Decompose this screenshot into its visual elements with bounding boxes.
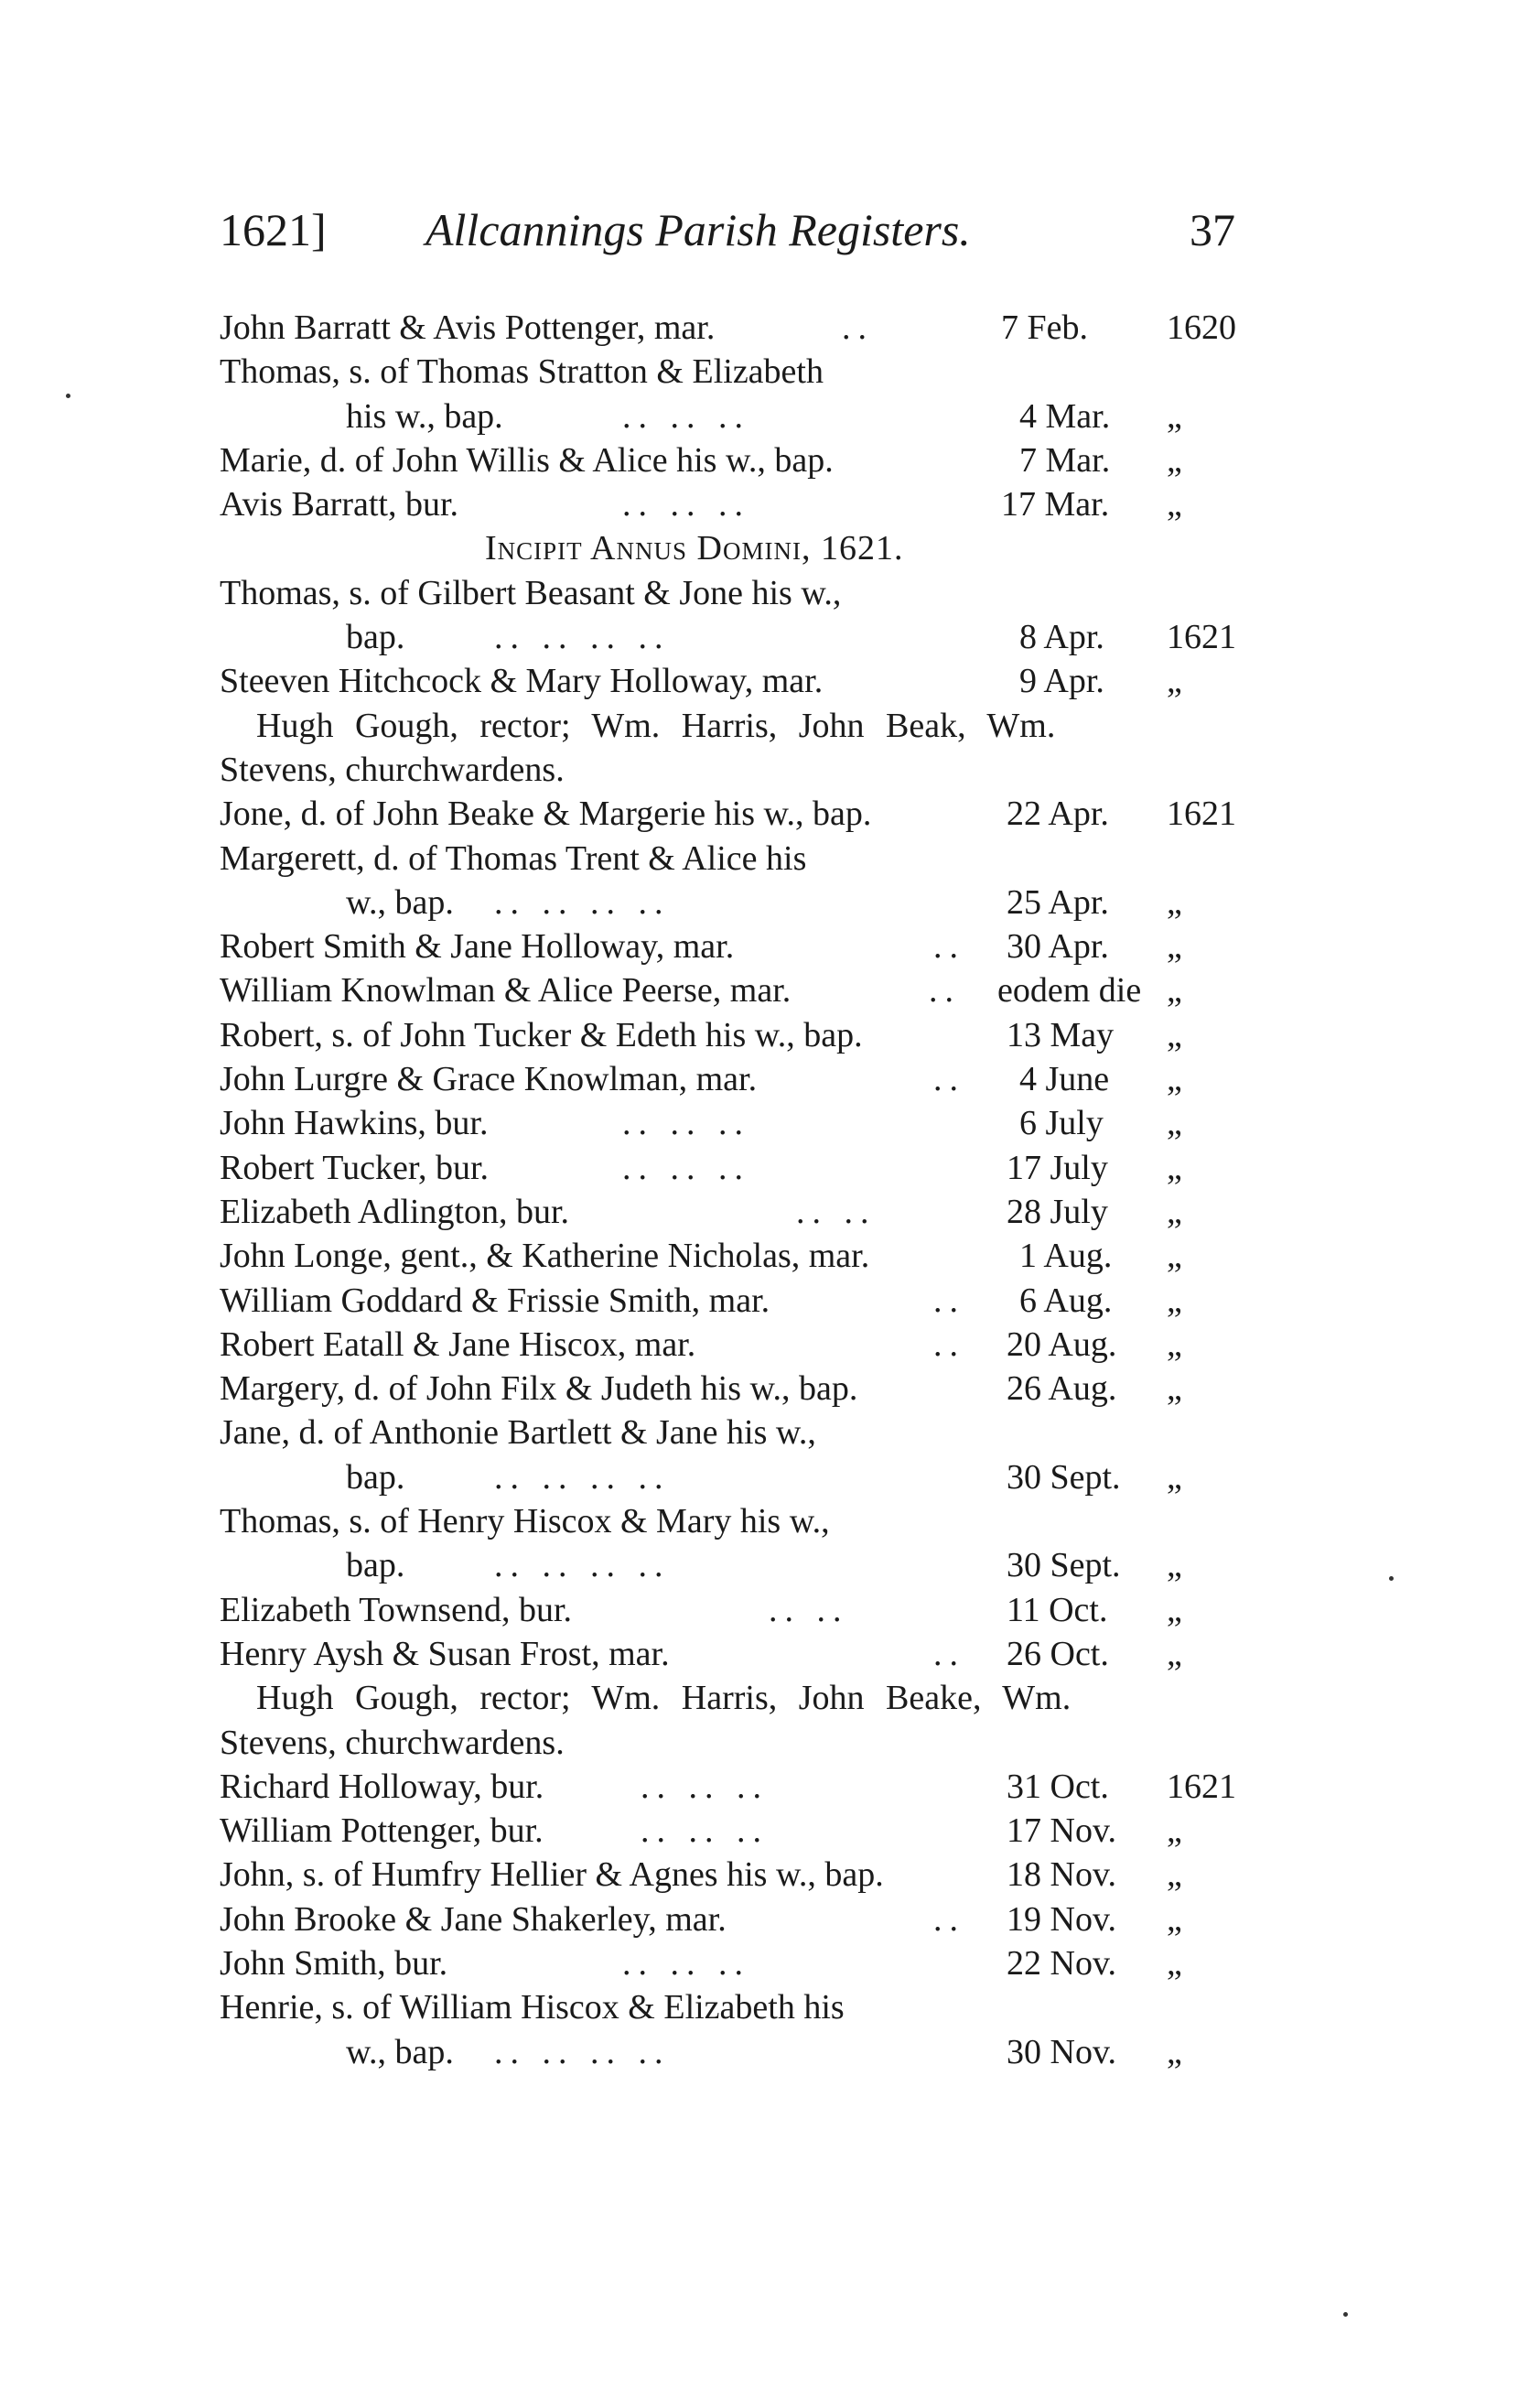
entry-date: 26 Aug. <box>1007 1369 1117 1409</box>
entry-year: „ <box>1167 1457 1182 1497</box>
entry-leader-dots: .. .. .. <box>622 485 750 524</box>
entry-date: 4 June <box>1019 1060 1110 1099</box>
entry-text: Robert, s. of John Tucker & Edeth his w., bap. <box>220 1015 863 1054</box>
entry-text: Robert Eatall & Jane Hiscox, mar. <box>220 1324 696 1364</box>
entry-year: „ <box>1167 1281 1182 1320</box>
entry-leader-dots: .. .. .. <box>622 396 750 436</box>
register-entry <box>220 571 1235 615</box>
entry-leader-dots: .. .. .. <box>641 1811 769 1851</box>
entry-leader-dots: .. .. <box>796 1192 877 1231</box>
entry-leader-dots: .. <box>933 1899 965 1939</box>
entry-text: Hugh Gough, rector; Wm. Harris, John Beak, Wm. <box>256 706 1056 745</box>
entry-leader-dots: .. .. .. .. <box>494 1546 671 1585</box>
entry-year: „ <box>1167 1811 1182 1851</box>
entry-leader-dots: .. <box>933 1281 965 1320</box>
entry-text: Elizabeth Adlington, bur. <box>220 1192 570 1231</box>
entry-year: „ <box>1167 1943 1182 1983</box>
entry-date: 17 July <box>1007 1148 1108 1187</box>
register-entry <box>220 1057 1235 1101</box>
entry-year: „ <box>1167 1855 1182 1895</box>
register-entry <box>220 1323 1235 1367</box>
entry-text: John, s. of Humfry Hellier & Agnes his w., bap. <box>220 1855 884 1895</box>
register-entry <box>220 350 1235 394</box>
entry-text: William Goddard & Frissie Smith, mar. <box>220 1281 770 1320</box>
running-head-title: Allcannings Parish Registers. <box>425 204 971 255</box>
entry-text: Thomas, s. of Gilbert Beasant & Jone his w., <box>220 573 842 612</box>
entry-year: „ <box>1167 1015 1182 1054</box>
entry-text: Henry Aysh & Susan Frost, mar. <box>220 1634 670 1673</box>
register-entry <box>220 615 1235 659</box>
entry-text: John Brooke & Jane Shakerley, mar. <box>220 1899 727 1939</box>
entry-year: „ <box>1167 1148 1182 1187</box>
entry-date: 9 Apr. <box>1019 662 1104 701</box>
entry-date: 8 Apr. <box>1019 618 1104 657</box>
entry-date: 7 Feb. <box>1001 308 1088 347</box>
register-entry <box>220 659 1235 703</box>
entry-date: 19 Nov. <box>1007 1899 1116 1939</box>
entry-text: bap. <box>346 1457 405 1497</box>
page-number: 37 <box>1190 204 1235 255</box>
register-entry <box>220 1455 1235 1499</box>
entry-leader-dots: .. <box>933 1634 965 1673</box>
entry-text: Marie, d. of John Willis & Alice his w., bap. <box>220 440 834 480</box>
entry-leader-dots: .. .. .. <box>622 1148 750 1187</box>
register-entry <box>220 1897 1235 1941</box>
running-head <box>220 203 1235 267</box>
entry-text: Avis Barratt, bur. <box>220 485 459 524</box>
entry-date: 4 Mar. <box>1019 396 1111 436</box>
entry-year: „ <box>1167 1324 1182 1364</box>
entry-text: Robert Smith & Jane Holloway, mar. <box>220 927 735 967</box>
print-speck <box>1389 1576 1394 1581</box>
entry-date: 7 Mar. <box>1019 440 1111 480</box>
print-speck <box>1343 2312 1348 2317</box>
entry-text: Hugh Gough, rector; Wm. Harris, John Beake, Wm. <box>256 1679 1072 1718</box>
register-entry <box>220 1367 1235 1411</box>
register-entry <box>220 1499 1235 1543</box>
entry-text: Steeven Hitchcock & Mary Holloway, mar. <box>220 662 824 701</box>
entry-year: „ <box>1167 927 1182 967</box>
entry-leader-dots: .. <box>842 308 874 347</box>
entry-leader-dots: .. <box>933 1060 965 1099</box>
entry-date: 17 Mar. <box>1001 485 1110 524</box>
entry-date: 30 Apr. <box>1007 927 1109 967</box>
entry-year: „ <box>1167 1237 1182 1276</box>
entry-year: „ <box>1167 440 1182 480</box>
register-entry <box>220 1234 1235 1278</box>
register-entries <box>220 306 1235 2074</box>
entry-leader-dots: .. <box>933 1324 965 1364</box>
entry-year: „ <box>1167 1104 1182 1143</box>
entry-text: Thomas, s. of Henry Hiscox & Mary his w., <box>220 1502 830 1541</box>
entry-leader-dots: .. .. .. <box>641 1767 769 1806</box>
register-entry <box>220 792 1235 836</box>
entry-text: his w., bap. <box>346 396 503 436</box>
entry-leader-dots: .. <box>933 927 965 967</box>
register-entry <box>220 1279 1235 1323</box>
entry-year: 1621 <box>1167 1767 1236 1806</box>
entry-text: John Longe, gent., & Katherine Nicholas, mar. <box>220 1237 870 1276</box>
register-entry <box>220 482 1235 526</box>
entry-year: „ <box>1167 971 1182 1011</box>
entry-leader-dots: .. .. .. .. <box>494 882 671 922</box>
entry-date: 17 Nov. <box>1007 1811 1116 1851</box>
entry-leader-dots: .. .. .. .. <box>494 618 671 657</box>
entry-text: John Lurgre & Grace Knowlman, mar. <box>220 1060 758 1099</box>
entry-date: eodem die <box>997 971 1142 1011</box>
entry-year: „ <box>1167 1546 1182 1585</box>
entry-text: w., bap. <box>346 882 454 922</box>
entry-leader-dots: .. <box>929 971 961 1011</box>
register-entry <box>220 1765 1235 1809</box>
entry-year: 1620 <box>1167 308 1236 347</box>
year-heading-text: Incipit Annus Domini, 1621. <box>485 529 904 568</box>
entry-text: Robert Tucker, bur. <box>220 1148 490 1187</box>
entry-year: „ <box>1167 662 1182 701</box>
entry-leader-dots: .. .. .. <box>622 1104 750 1143</box>
entry-date: 28 July <box>1007 1192 1108 1231</box>
entry-date: 1 Aug. <box>1019 1237 1113 1276</box>
entry-text: Stevens, churchwardens. <box>220 1723 565 1762</box>
entry-year: „ <box>1167 2032 1182 2071</box>
entry-date: 11 Oct. <box>1007 1590 1108 1629</box>
entry-year: „ <box>1167 1369 1182 1409</box>
entry-leader-dots: .. .. .. .. <box>494 1457 671 1497</box>
entry-text: Jone, d. of John Beake & Margerie his w., bap. <box>220 795 872 834</box>
register-entry <box>220 438 1235 482</box>
entry-text: Margerett, d. of Thomas Trent & Alice his <box>220 838 807 878</box>
churchwardens-note <box>220 748 1235 792</box>
entry-text: John Barratt & Avis Pottenger, mar. <box>220 308 716 347</box>
entry-date: 30 Sept. <box>1007 1546 1121 1585</box>
entry-text: Jane, d. of Anthonie Bartlett & Jane his w., <box>220 1413 816 1453</box>
entry-date: 25 Apr. <box>1007 882 1109 922</box>
entry-leader-dots: .. .. .. .. <box>494 2032 671 2071</box>
churchwardens-note <box>220 1721 1235 1765</box>
entry-year: „ <box>1167 1899 1182 1939</box>
entry-text: bap. <box>346 1546 405 1585</box>
entry-date: 22 Nov. <box>1007 1943 1116 1983</box>
register-entry <box>220 2030 1235 2074</box>
entry-text: Thomas, s. of Thomas Stratton & Elizabeth <box>220 352 824 392</box>
register-entry <box>220 1985 1235 2029</box>
register-entry <box>220 1146 1235 1190</box>
register-entry <box>220 1853 1235 1897</box>
churchwardens-note <box>220 704 1235 748</box>
entry-text: Elizabeth Townsend, bur. <box>220 1590 573 1629</box>
entry-leader-dots: .. .. .. <box>622 1943 750 1983</box>
register-entry <box>220 1809 1235 1853</box>
entry-date: 6 Aug. <box>1019 1281 1113 1320</box>
entry-year: „ <box>1167 1634 1182 1673</box>
entry-text: John Hawkins, bur. <box>220 1104 489 1143</box>
register-entry <box>220 1013 1235 1057</box>
year-heading <box>220 526 1235 570</box>
register-entry <box>220 1941 1235 1985</box>
entry-text: Henrie, s. of William Hiscox & Elizabeth his <box>220 1988 845 2027</box>
entry-date: 31 Oct. <box>1007 1767 1109 1806</box>
entry-date: 13 May <box>1007 1015 1115 1054</box>
entry-date: 30 Sept. <box>1007 1457 1121 1497</box>
churchwardens-note <box>220 1676 1235 1720</box>
entry-date: 6 July <box>1019 1104 1104 1143</box>
register-entry <box>220 1588 1235 1632</box>
register-entry <box>220 1101 1235 1145</box>
register-entry <box>220 1190 1235 1234</box>
register-entry <box>220 306 1235 350</box>
register-entry <box>220 837 1235 881</box>
register-entry <box>220 1632 1235 1676</box>
entry-date: 20 Aug. <box>1007 1324 1117 1364</box>
entry-year: „ <box>1167 396 1182 436</box>
entry-text: Richard Holloway, bur. <box>220 1767 544 1806</box>
entry-year: „ <box>1167 1590 1182 1629</box>
entry-leader-dots: .. .. <box>769 1590 849 1629</box>
entry-text: John Smith, bur. <box>220 1943 448 1983</box>
entry-text: Margery, d. of John Filx & Judeth his w., bap. <box>220 1369 858 1409</box>
entry-date: 26 Oct. <box>1007 1634 1109 1673</box>
entry-date: 22 Apr. <box>1007 795 1109 834</box>
entry-date: 18 Nov. <box>1007 1855 1116 1895</box>
print-speck <box>66 394 70 398</box>
register-entry <box>220 1543 1235 1587</box>
running-head-year: 1621] <box>220 204 327 255</box>
entry-year: 1621 <box>1167 795 1236 834</box>
entry-text: Stevens, churchwardens. <box>220 750 565 789</box>
entry-date: 30 Nov. <box>1007 2032 1116 2071</box>
register-entry <box>220 1411 1235 1454</box>
entry-text: bap. <box>346 618 405 657</box>
entry-text: w., bap. <box>346 2032 454 2071</box>
entry-text: William Knowlman & Alice Peerse, mar. <box>220 971 792 1011</box>
entry-year: „ <box>1167 882 1182 922</box>
entry-year: „ <box>1167 485 1182 524</box>
entry-year: „ <box>1167 1060 1182 1099</box>
register-entry <box>220 881 1235 924</box>
entry-year: 1621 <box>1167 618 1236 657</box>
register-entry <box>220 395 1235 438</box>
register-entry <box>220 968 1235 1012</box>
register-entry <box>220 924 1235 968</box>
entry-text: William Pottenger, bur. <box>220 1811 544 1851</box>
entry-year: „ <box>1167 1192 1182 1231</box>
